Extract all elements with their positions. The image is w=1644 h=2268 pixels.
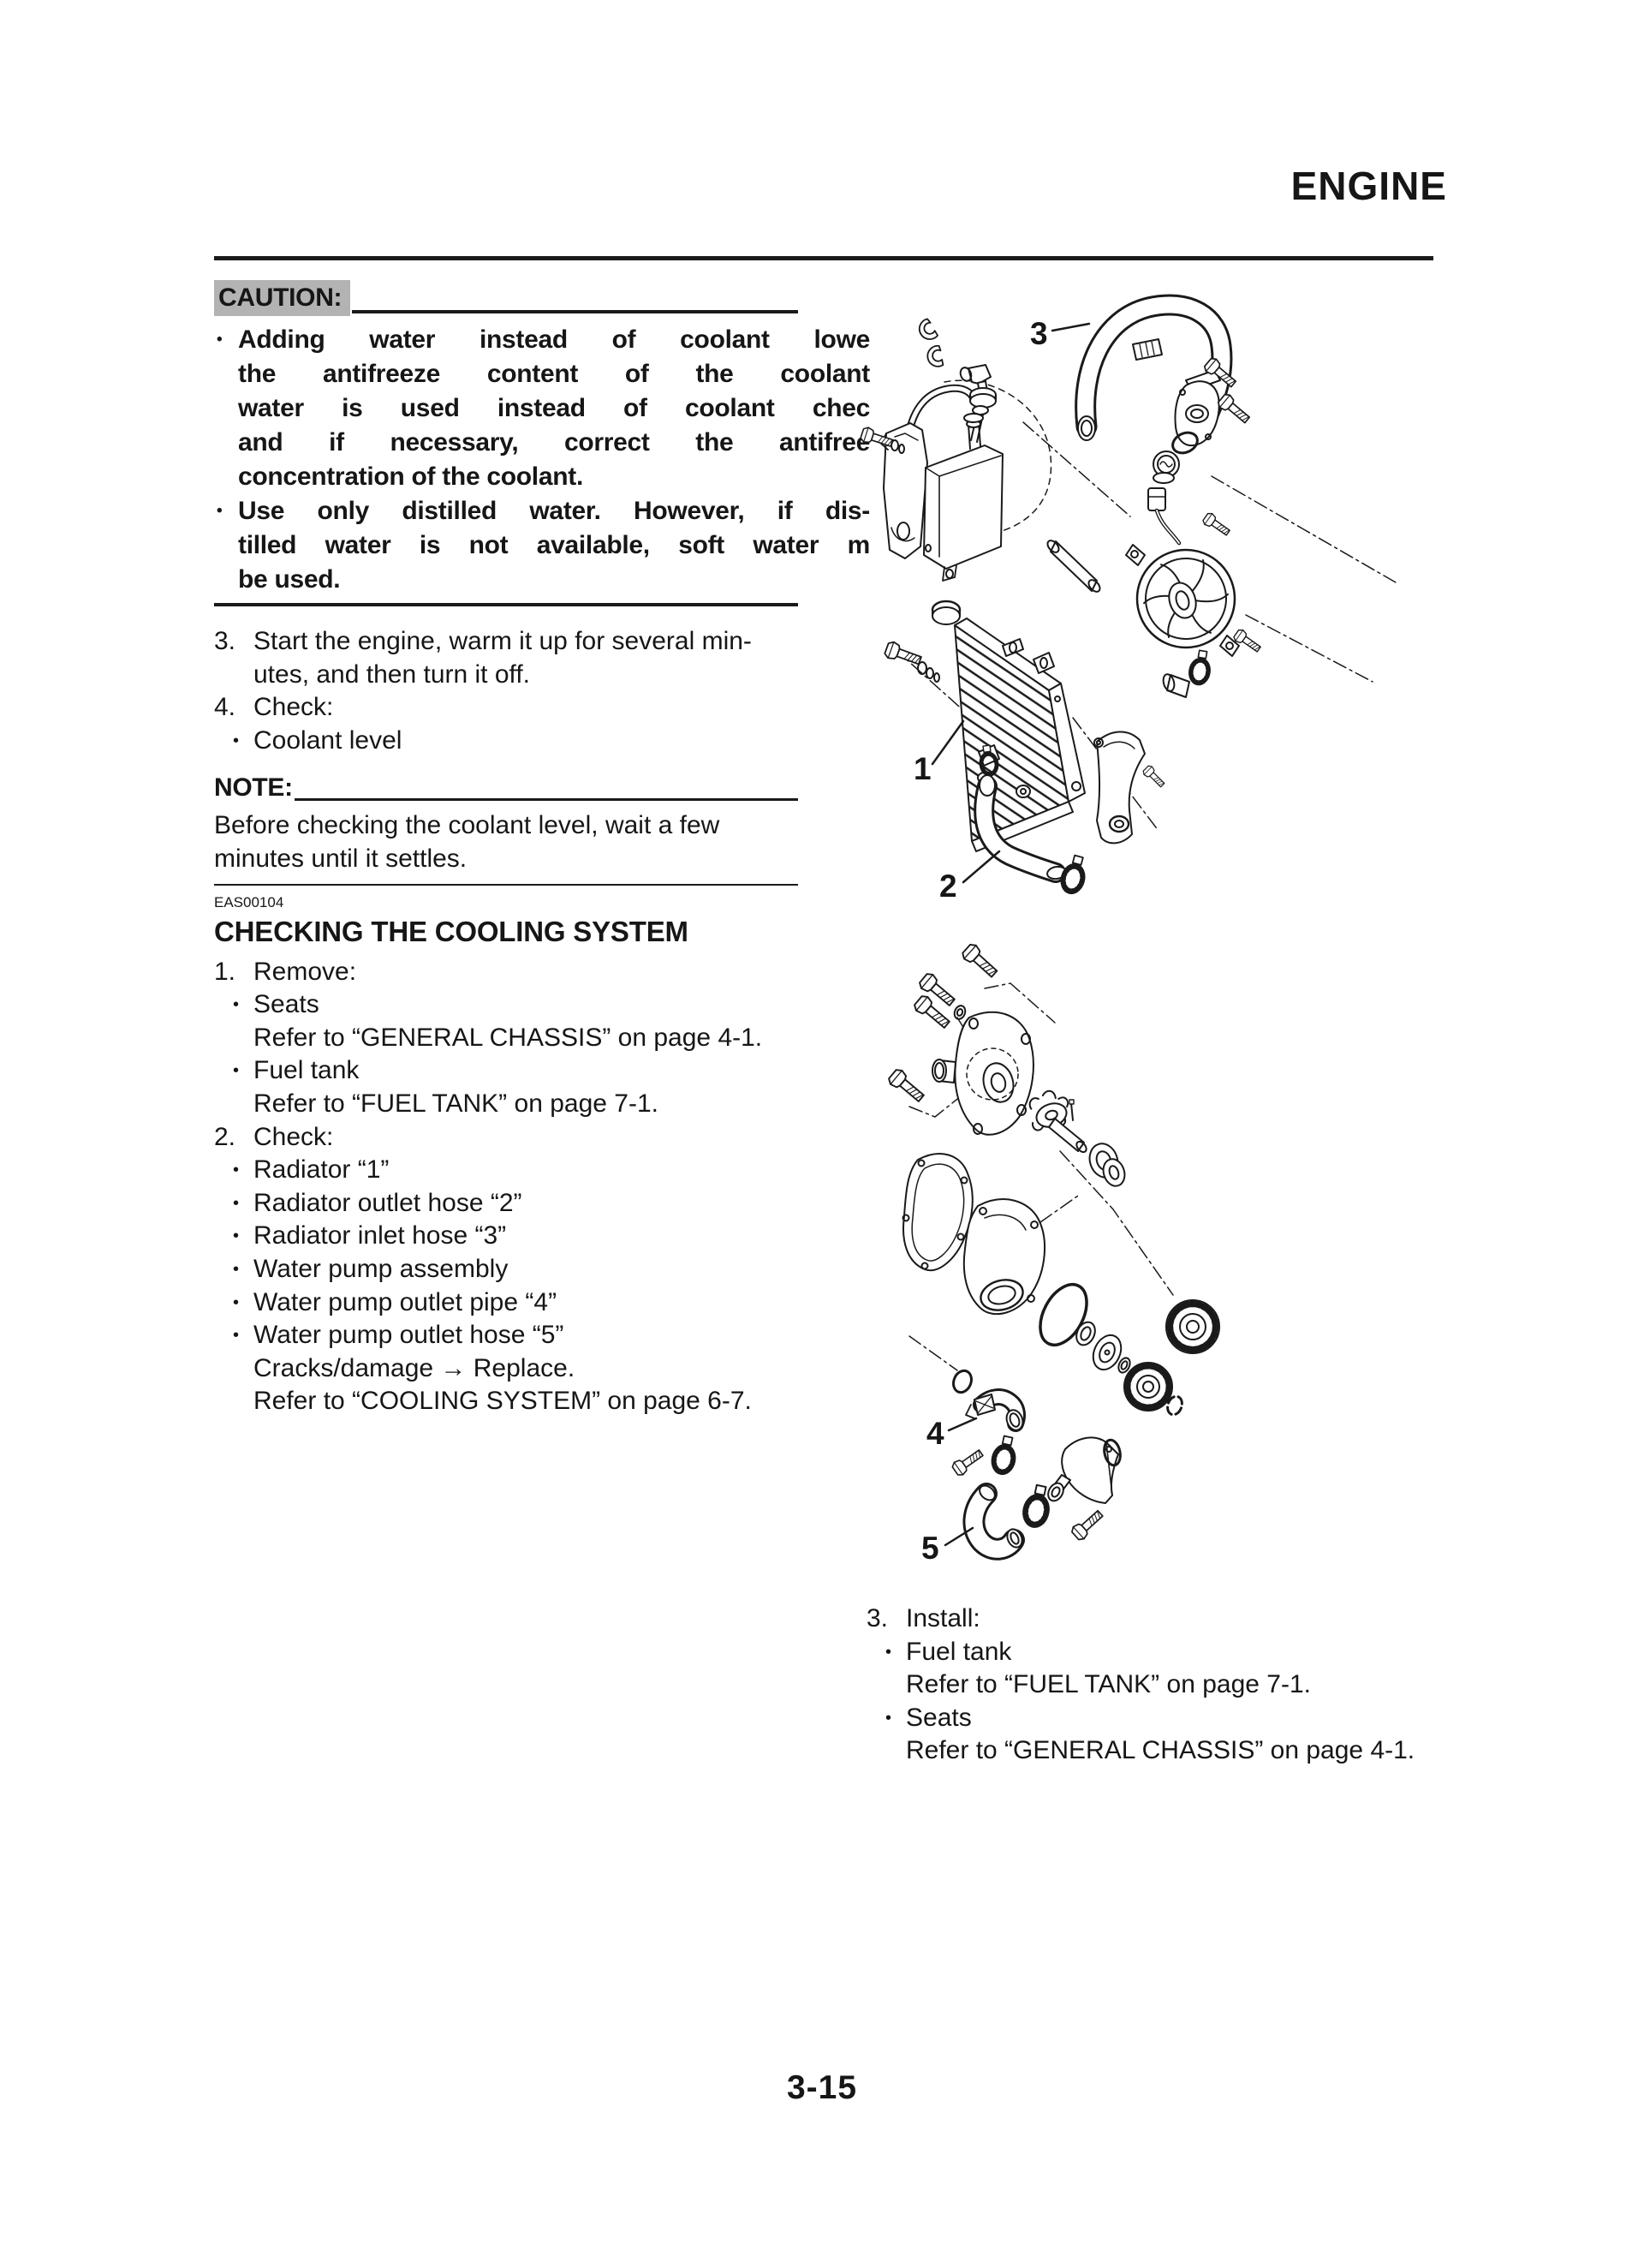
result-line: Cracks/damage → Replace. bbox=[253, 1353, 575, 1382]
bearing-small bbox=[1073, 1319, 1099, 1348]
callout-4: 4 bbox=[926, 1416, 944, 1451]
caution-line: • Use only distilled water. However, if dis- bbox=[238, 497, 870, 525]
reference-line: Refer to “FUEL TANK” on page 7-1. bbox=[906, 1670, 1311, 1699]
radiator-fan bbox=[1126, 488, 1239, 656]
install-step-3 bbox=[867, 1603, 1483, 1636]
page-title: ENGINE bbox=[1290, 164, 1447, 208]
list-item: • Seats bbox=[214, 988, 870, 1022]
caution-line: water is used instead of coolant chec bbox=[238, 394, 870, 422]
caution-line: and if necessary, correct the antifree bbox=[238, 428, 870, 457]
step-number: 4. bbox=[214, 693, 236, 722]
water-pump-exploded-diagram bbox=[856, 935, 1507, 1597]
list-item: • Fuel tank bbox=[214, 1054, 870, 1088]
pipe-o-ring bbox=[950, 1368, 974, 1395]
note-header bbox=[214, 771, 798, 805]
breather-pipe bbox=[1045, 539, 1102, 594]
callout-5: 5 bbox=[921, 1531, 939, 1566]
step-number: 3. bbox=[867, 1604, 889, 1632]
callout-2: 2 bbox=[939, 868, 957, 904]
note-body bbox=[214, 809, 870, 875]
reference-line: Refer to “COOLING SYSTEM” on page 6-7. bbox=[253, 1387, 752, 1416]
reference-line: Refer to “GENERAL CHASSIS” on page 4-1. bbox=[906, 1736, 1415, 1765]
caution-line: tilled water is not available, soft water m bbox=[238, 531, 870, 559]
step-number: 2. bbox=[214, 1122, 236, 1151]
fan-bolt bbox=[1201, 511, 1231, 538]
caution-line: the antifreeze content of the coolant bbox=[238, 360, 870, 388]
caution-body bbox=[214, 323, 870, 597]
step-line: Start the engine, warm it up for several min- bbox=[253, 627, 752, 655]
step-label: Install: bbox=[906, 1604, 980, 1632]
reference-line: Refer to “GENERAL CHASSIS” on page 4-1. bbox=[253, 1023, 763, 1052]
primary-drive-gear bbox=[1166, 1300, 1219, 1353]
step-label: Check: bbox=[253, 693, 334, 722]
paragraph-code: EAS00104 bbox=[214, 893, 284, 910]
list-item: • Radiator “1” bbox=[214, 1154, 870, 1187]
caution-header bbox=[214, 280, 798, 316]
list-item: • Seats bbox=[867, 1702, 1483, 1735]
pipe-bolt bbox=[950, 1447, 985, 1477]
callout-1-leader bbox=[932, 721, 963, 764]
impeller-shaft bbox=[1023, 1086, 1088, 1154]
note-label: NOTE: bbox=[214, 773, 293, 803]
list-item: • Water pump outlet pipe “4” bbox=[214, 1286, 870, 1320]
hose-clamp bbox=[990, 1435, 1020, 1476]
caution-line: concentration of the coolant. bbox=[238, 463, 583, 491]
radiator-exploded-diagram bbox=[843, 272, 1494, 915]
step-3 bbox=[214, 625, 870, 691]
procedure-list bbox=[214, 956, 870, 1418]
water-pump-cover bbox=[932, 1012, 1033, 1135]
pipe-joint-cover bbox=[1045, 1437, 1118, 1503]
reference-line: Refer to “FUEL TANK” on page 7-1. bbox=[253, 1089, 658, 1118]
side-cover-bracket bbox=[1094, 731, 1145, 843]
section-heading: CHECKING THE COOLING SYSTEM bbox=[214, 915, 688, 947]
caution-label: CAUTION: bbox=[214, 280, 350, 316]
thermostat bbox=[1153, 451, 1179, 483]
water-pump-outlet-pipe bbox=[966, 1394, 1026, 1432]
callout-3-leader bbox=[1052, 324, 1089, 331]
note-line: minutes until it settles. bbox=[214, 844, 468, 873]
left-text-column bbox=[214, 260, 870, 1418]
steps-block bbox=[214, 625, 870, 757]
hose-clamp bbox=[1188, 649, 1213, 686]
caution-bullet-1 bbox=[214, 323, 870, 494]
list-item: • Radiator outlet hose “2” bbox=[214, 1187, 870, 1221]
step-number: 3. bbox=[214, 627, 236, 655]
list-item: • Water pump outlet hose “5” bbox=[214, 1319, 870, 1352]
cover-bolt bbox=[961, 942, 1000, 981]
pump-gasket bbox=[903, 1154, 973, 1270]
washer bbox=[953, 1004, 968, 1020]
caution-line: be used. bbox=[238, 565, 341, 594]
callout-4-leader bbox=[949, 1418, 976, 1430]
procedure-step-1 bbox=[214, 956, 870, 989]
step-label: Remove: bbox=[253, 957, 357, 986]
water-pump-body bbox=[964, 1199, 1045, 1315]
water-pump-outlet-hose bbox=[974, 1483, 1024, 1549]
caution-underline bbox=[352, 310, 798, 313]
note-underline bbox=[295, 798, 798, 801]
list-item: • Water pump assembly bbox=[214, 1253, 870, 1286]
check-item-coolant-level: • Coolant level bbox=[214, 725, 870, 758]
page-number: 3-15 bbox=[786, 2069, 858, 2106]
caution-bullet-2 bbox=[214, 494, 870, 597]
mechanical-seal bbox=[1086, 1140, 1129, 1189]
install-block bbox=[867, 1603, 1483, 1768]
radiator-mount-bolt bbox=[884, 641, 939, 682]
list-item: • Radiator inlet hose “3” bbox=[214, 1220, 870, 1253]
step-line: utes, and then turn it off. bbox=[253, 660, 530, 689]
hose-clamp bbox=[1058, 854, 1090, 896]
procedure-step-2 bbox=[214, 1121, 870, 1155]
coolant-reservoir-tank bbox=[924, 414, 1003, 581]
list-item: • Fuel tank bbox=[867, 1636, 1483, 1669]
bracket-screw bbox=[1142, 765, 1167, 790]
callout-2-leader bbox=[963, 851, 999, 882]
impeller-drive-gear bbox=[1124, 1363, 1172, 1411]
callout-1: 1 bbox=[914, 751, 932, 786]
caution-line: • Adding water instead of coolant lowe bbox=[238, 325, 870, 354]
cover-bolt bbox=[1070, 1507, 1106, 1542]
note-line: Before checking the coolant level, wait a few bbox=[214, 811, 720, 840]
radiator bbox=[932, 601, 1189, 851]
note-end-rule bbox=[214, 884, 798, 886]
step-number: 1. bbox=[214, 957, 236, 986]
fan-bolt bbox=[1232, 628, 1262, 654]
step-label: Check: bbox=[253, 1122, 334, 1151]
callout-3: 3 bbox=[1030, 316, 1048, 351]
caution-end-rule bbox=[214, 603, 798, 606]
step-4 bbox=[214, 691, 870, 725]
cover-bolt bbox=[887, 1067, 927, 1105]
